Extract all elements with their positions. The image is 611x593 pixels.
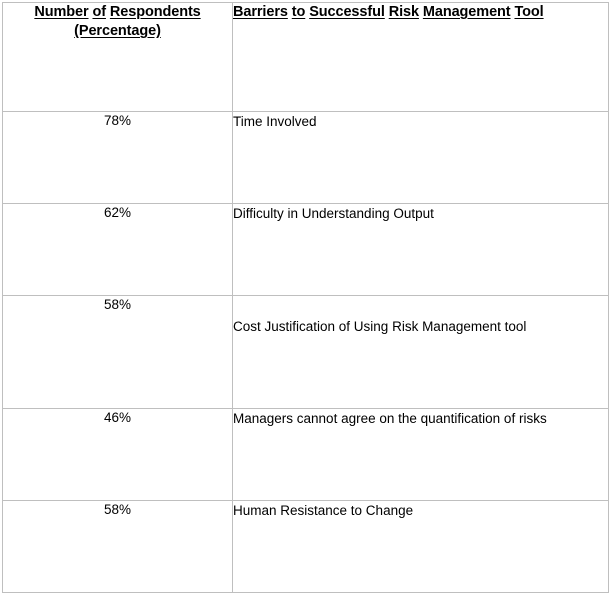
cell-percentage: 62% xyxy=(3,204,233,296)
table-row xyxy=(3,409,609,501)
barriers-table-container xyxy=(2,2,608,572)
table-row xyxy=(3,501,609,593)
table-row xyxy=(3,112,609,204)
cell-barrier: Cost Justification of Using Risk Management tool xyxy=(233,296,609,409)
cell-barrier: Human Resistance to Change xyxy=(233,501,609,593)
cell-percentage: 58% xyxy=(3,501,233,593)
barriers-table xyxy=(2,2,609,593)
cell-barrier: Difficulty in Understanding Output xyxy=(233,204,609,296)
table-header-row xyxy=(3,3,609,112)
column-header-respondents xyxy=(3,3,233,112)
cell-percentage: 78% xyxy=(3,112,233,204)
cell-percentage: 46% xyxy=(3,409,233,501)
column-header-barriers xyxy=(233,3,609,112)
cell-percentage: 58% xyxy=(3,296,233,409)
cell-barrier: Managers cannot agree on the quantification of risks xyxy=(233,409,609,501)
cell-barrier: Time Involved xyxy=(233,112,609,204)
table-row xyxy=(3,204,609,296)
column-header-respondents-line2: (Percentage) xyxy=(74,23,161,39)
table-row xyxy=(3,296,609,409)
column-header-respondents-line1: Number of Respondents xyxy=(34,4,201,20)
column-header-barriers-text: Barriers to Successful Risk Management Tool xyxy=(233,4,544,20)
